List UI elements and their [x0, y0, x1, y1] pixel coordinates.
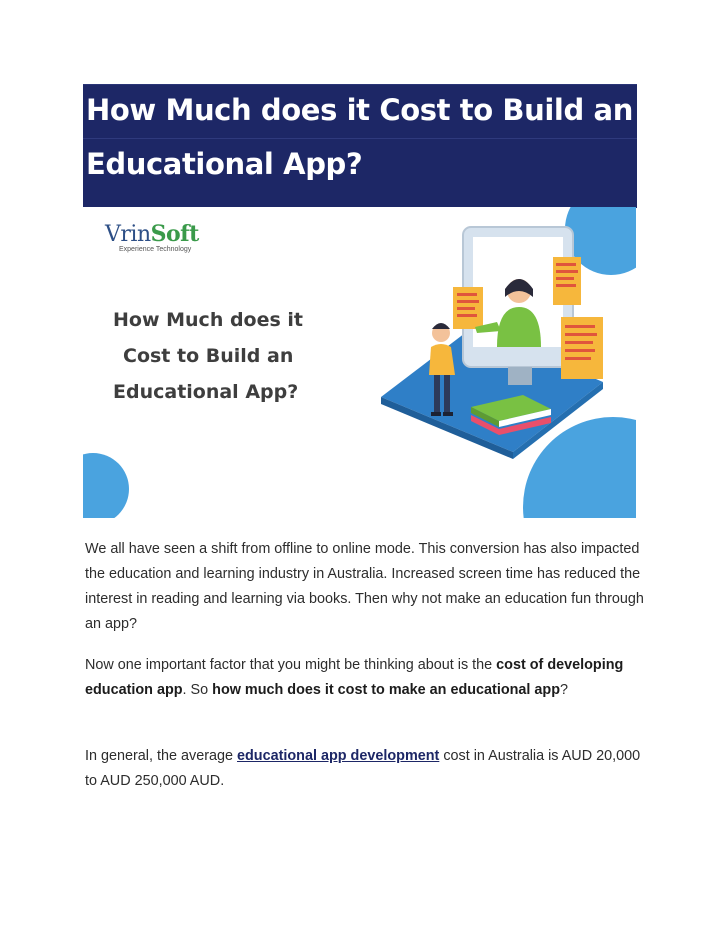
hero-heading-line-3: Educational App?	[113, 381, 299, 403]
intro-paragraph: We all have seen a shift from offline to online mode. This conversion has also impacted the education and learning industry in Australia. Increased screen time has reduced the interest in reading and learning via books. Then why not make an education fun through an app?	[85, 541, 644, 632]
educational-app-development-link[interactable]: educational app development	[237, 748, 440, 764]
hero-heading-line-1: How Much does it	[113, 309, 304, 331]
p2-bold-2: how much does it cost to make an educational app	[212, 682, 560, 698]
logo-text-a: Vrin	[105, 222, 151, 247]
p2-text-1: Now one important factor that you might be thinking about is the	[85, 657, 497, 673]
page-title-line-2: Educational App?	[86, 147, 363, 181]
note-cards-left	[453, 287, 483, 329]
vrinsoft-logo	[105, 221, 199, 253]
logo-text-b: Soft	[150, 221, 199, 247]
bottom-left-circle	[83, 453, 129, 518]
page-title-line-1: How Much does it Cost to Build an	[86, 93, 633, 127]
p2-bold-1: cost of developing education app	[85, 657, 624, 698]
p3-text-2: cost in Australia is AUD 20,000 to AUD 250,000 AUD.	[85, 748, 641, 789]
p2-text-3: ?	[560, 682, 569, 698]
title-banner	[83, 84, 637, 208]
question-paragraph	[85, 653, 645, 703]
hero-heading-line-2: Cost to Build an	[123, 345, 294, 367]
p3-text-1: In general, the average	[85, 748, 238, 764]
logo-tagline: Experience Technology	[119, 246, 192, 253]
hero-heading	[113, 302, 303, 410]
cost-paragraph	[85, 744, 645, 794]
p2-text-2: . So	[182, 682, 213, 698]
title-divider	[83, 138, 637, 139]
hero-image	[83, 207, 636, 518]
